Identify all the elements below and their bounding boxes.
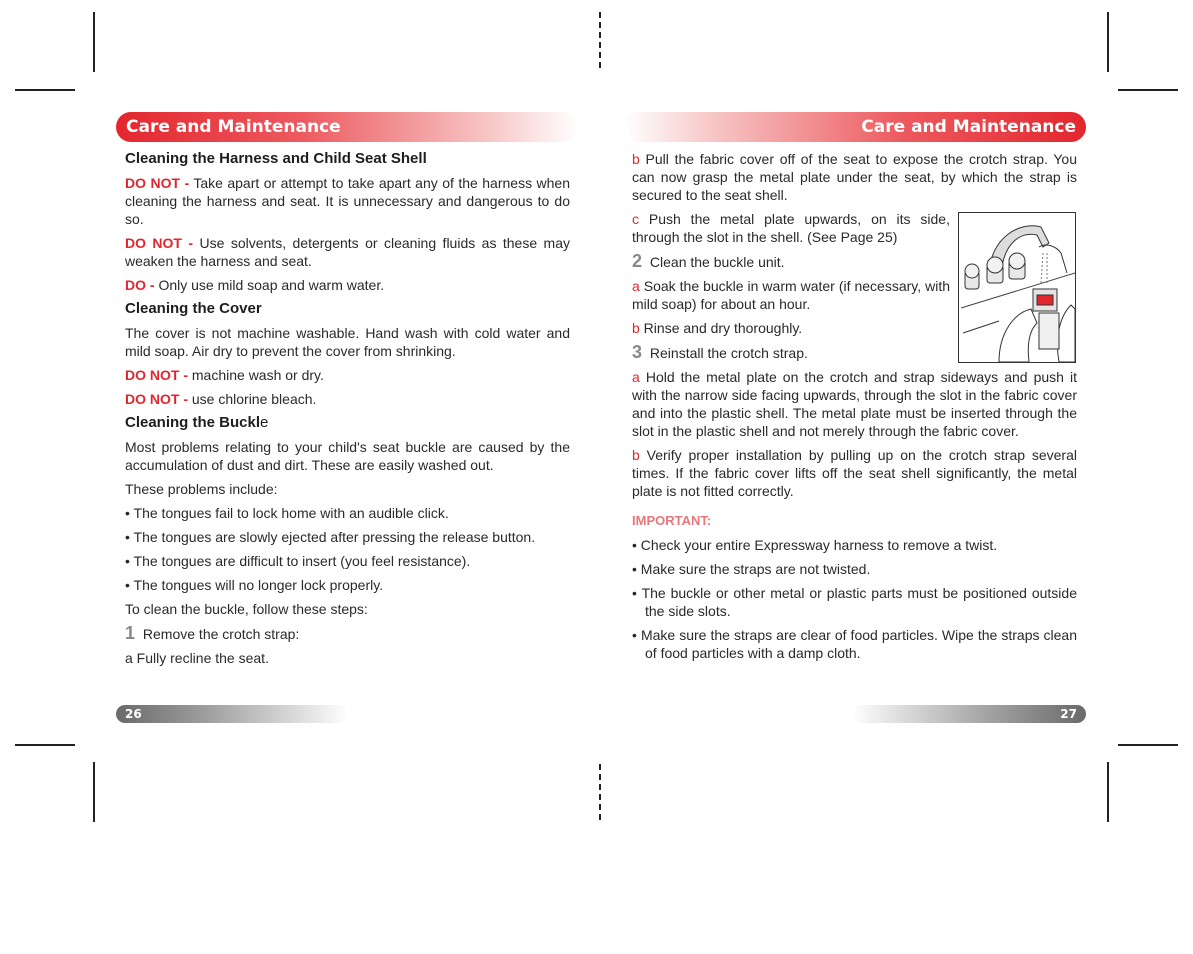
- list-item: • The tongues will no longer lock properly.: [125, 577, 384, 593]
- list-item: • The tongues are slowly ejected after pressing the release button.: [125, 529, 536, 545]
- substep-label: b: [632, 447, 640, 463]
- warning-paragraph: [125, 366, 570, 384]
- substep-text: Pull the fabric cover off of the seat to expose the crotch strap. You can now grasp the metal plate under the seat, by which the strap is secured to the seat shell.: [632, 151, 1077, 203]
- crop-mark: [1107, 12, 1109, 72]
- step-number: 2: [632, 251, 643, 271]
- substep-text: Hold the metal plate on the crotch and strap sideways and push it with the narrow side facing upwards, through the slot in the fabric cover and into the plastic shell. The metal plate must be inserted through the slot in the plastic shell and not merely through the fabric cover.: [632, 369, 1077, 439]
- step-number: 1: [125, 623, 136, 643]
- step-1: [125, 624, 570, 643]
- substep-label: a: [632, 369, 640, 385]
- do-not-label: DO NOT -: [125, 175, 190, 191]
- faucet-hands-drawing: [959, 213, 1075, 362]
- buckle-washing-illustration: [958, 212, 1076, 363]
- list-item: • The tongues are difficult to insert (you feel resistance).: [125, 553, 471, 569]
- list-item: • Check your entire Expressway harness to remove a twist.: [632, 537, 998, 553]
- substep-label: a: [632, 278, 640, 294]
- do-not-label: DO NOT -: [125, 367, 188, 383]
- left-page-content: [125, 150, 570, 673]
- substep-3a: [632, 368, 1077, 440]
- heading-buckle: [125, 414, 570, 432]
- important-heading: IMPORTANT:: [632, 513, 712, 528]
- instruction-paragraph: [125, 276, 570, 294]
- list-item: • Make sure the straps are not twisted.: [632, 561, 871, 577]
- page-number-right: 27: [852, 705, 1086, 723]
- warning-text: machine wash or dry.: [188, 367, 324, 383]
- warning-paragraph: [125, 234, 570, 270]
- substep-text: Soak the buckle in warm water (if necessary, with mild soap) for about an hour.: [632, 278, 950, 312]
- crop-mark: [15, 89, 75, 91]
- list-item: • The buckle or other metal or plastic parts must be positioned outside the side slots.: [632, 585, 1077, 619]
- warning-paragraph: [125, 390, 570, 408]
- warning-paragraph: [125, 174, 570, 228]
- warning-text: Take apart or attempt to take apart any of the harness when cleaning the harness and seat. It is unnecessary and dangerous to do so.: [125, 175, 570, 227]
- substep-text: Push the metal plate upwards, on its side, through the slot in the shell. (See Page 25): [632, 211, 950, 245]
- substep-b: [632, 150, 1077, 204]
- substep-2a: [632, 277, 950, 313]
- step-text: Reinstall the crotch strap.: [649, 345, 808, 361]
- heading-buckle-bold: Cleaning the Buckl: [125, 414, 261, 431]
- substep-text: Rinse and dry thoroughly.: [639, 320, 803, 336]
- substep-c: [632, 210, 950, 246]
- substep-label: b: [632, 151, 640, 167]
- cover-paragraph: The cover is not machine washable. Hand wash with cold water and mild soap. Air dry to prevent the cover from shrinking.: [125, 325, 570, 359]
- crop-mark: [1107, 762, 1109, 822]
- list-item: • The tongues fail to lock home with an audible click.: [125, 505, 449, 521]
- warning-text: Use solvents, detergents or cleaning fluids as these may weaken the harness and seat.: [125, 235, 570, 269]
- substep-text: Verify proper installation by pulling up on the crotch strap several times. If the fabric cover lifts off the seat shell significantly, the metal plate is not fitted correctly.: [632, 447, 1077, 499]
- fold-mark: [599, 764, 601, 820]
- problems-intro: These problems include:: [125, 481, 278, 497]
- step-number: 3: [632, 342, 643, 362]
- instruction-text: Only use mild soap and warm water.: [154, 277, 385, 293]
- step-text: Clean the buckle unit.: [649, 254, 785, 270]
- heading-cover: Cleaning the Cover: [125, 300, 262, 317]
- do-not-label: DO NOT -: [125, 391, 188, 407]
- step-1a: a Fully recline the seat.: [125, 650, 269, 666]
- do-label: DO -: [125, 277, 155, 293]
- step-2: [632, 252, 950, 271]
- step-3: [632, 343, 950, 362]
- heading-buckle-tail: e: [260, 414, 269, 431]
- steps-intro: To clean the buckle, follow these steps:: [125, 601, 368, 617]
- crop-mark: [15, 744, 75, 746]
- substep-label: c: [632, 211, 639, 227]
- left-page-banner: Care and Maintenance: [116, 112, 578, 142]
- list-item: • Make sure the straps are clear of food particles. Wipe the straps clean of food particles with a damp cloth.: [632, 627, 1077, 661]
- substep-2b: [632, 319, 950, 337]
- page-number-left: 26: [116, 705, 348, 723]
- fold-mark: [599, 12, 601, 68]
- crop-mark: [1118, 744, 1178, 746]
- crop-mark: [93, 12, 95, 72]
- warning-text: use chlorine bleach.: [188, 391, 317, 407]
- heading-harness: Cleaning the Harness and Child Seat Shell: [125, 150, 427, 167]
- crop-mark: [93, 762, 95, 822]
- substep-3b: [632, 446, 1077, 500]
- crop-mark: [1118, 89, 1178, 91]
- step-text: Remove the crotch strap:: [142, 626, 300, 642]
- buckle-paragraph: Most problems relating to your child's seat buckle are caused by the accumulation of dust and dirt. These are easily washed out.: [125, 439, 570, 473]
- substep-label: b: [632, 320, 640, 336]
- right-page-banner: Care and Maintenance: [624, 112, 1086, 142]
- do-not-label: DO NOT -: [125, 235, 194, 251]
